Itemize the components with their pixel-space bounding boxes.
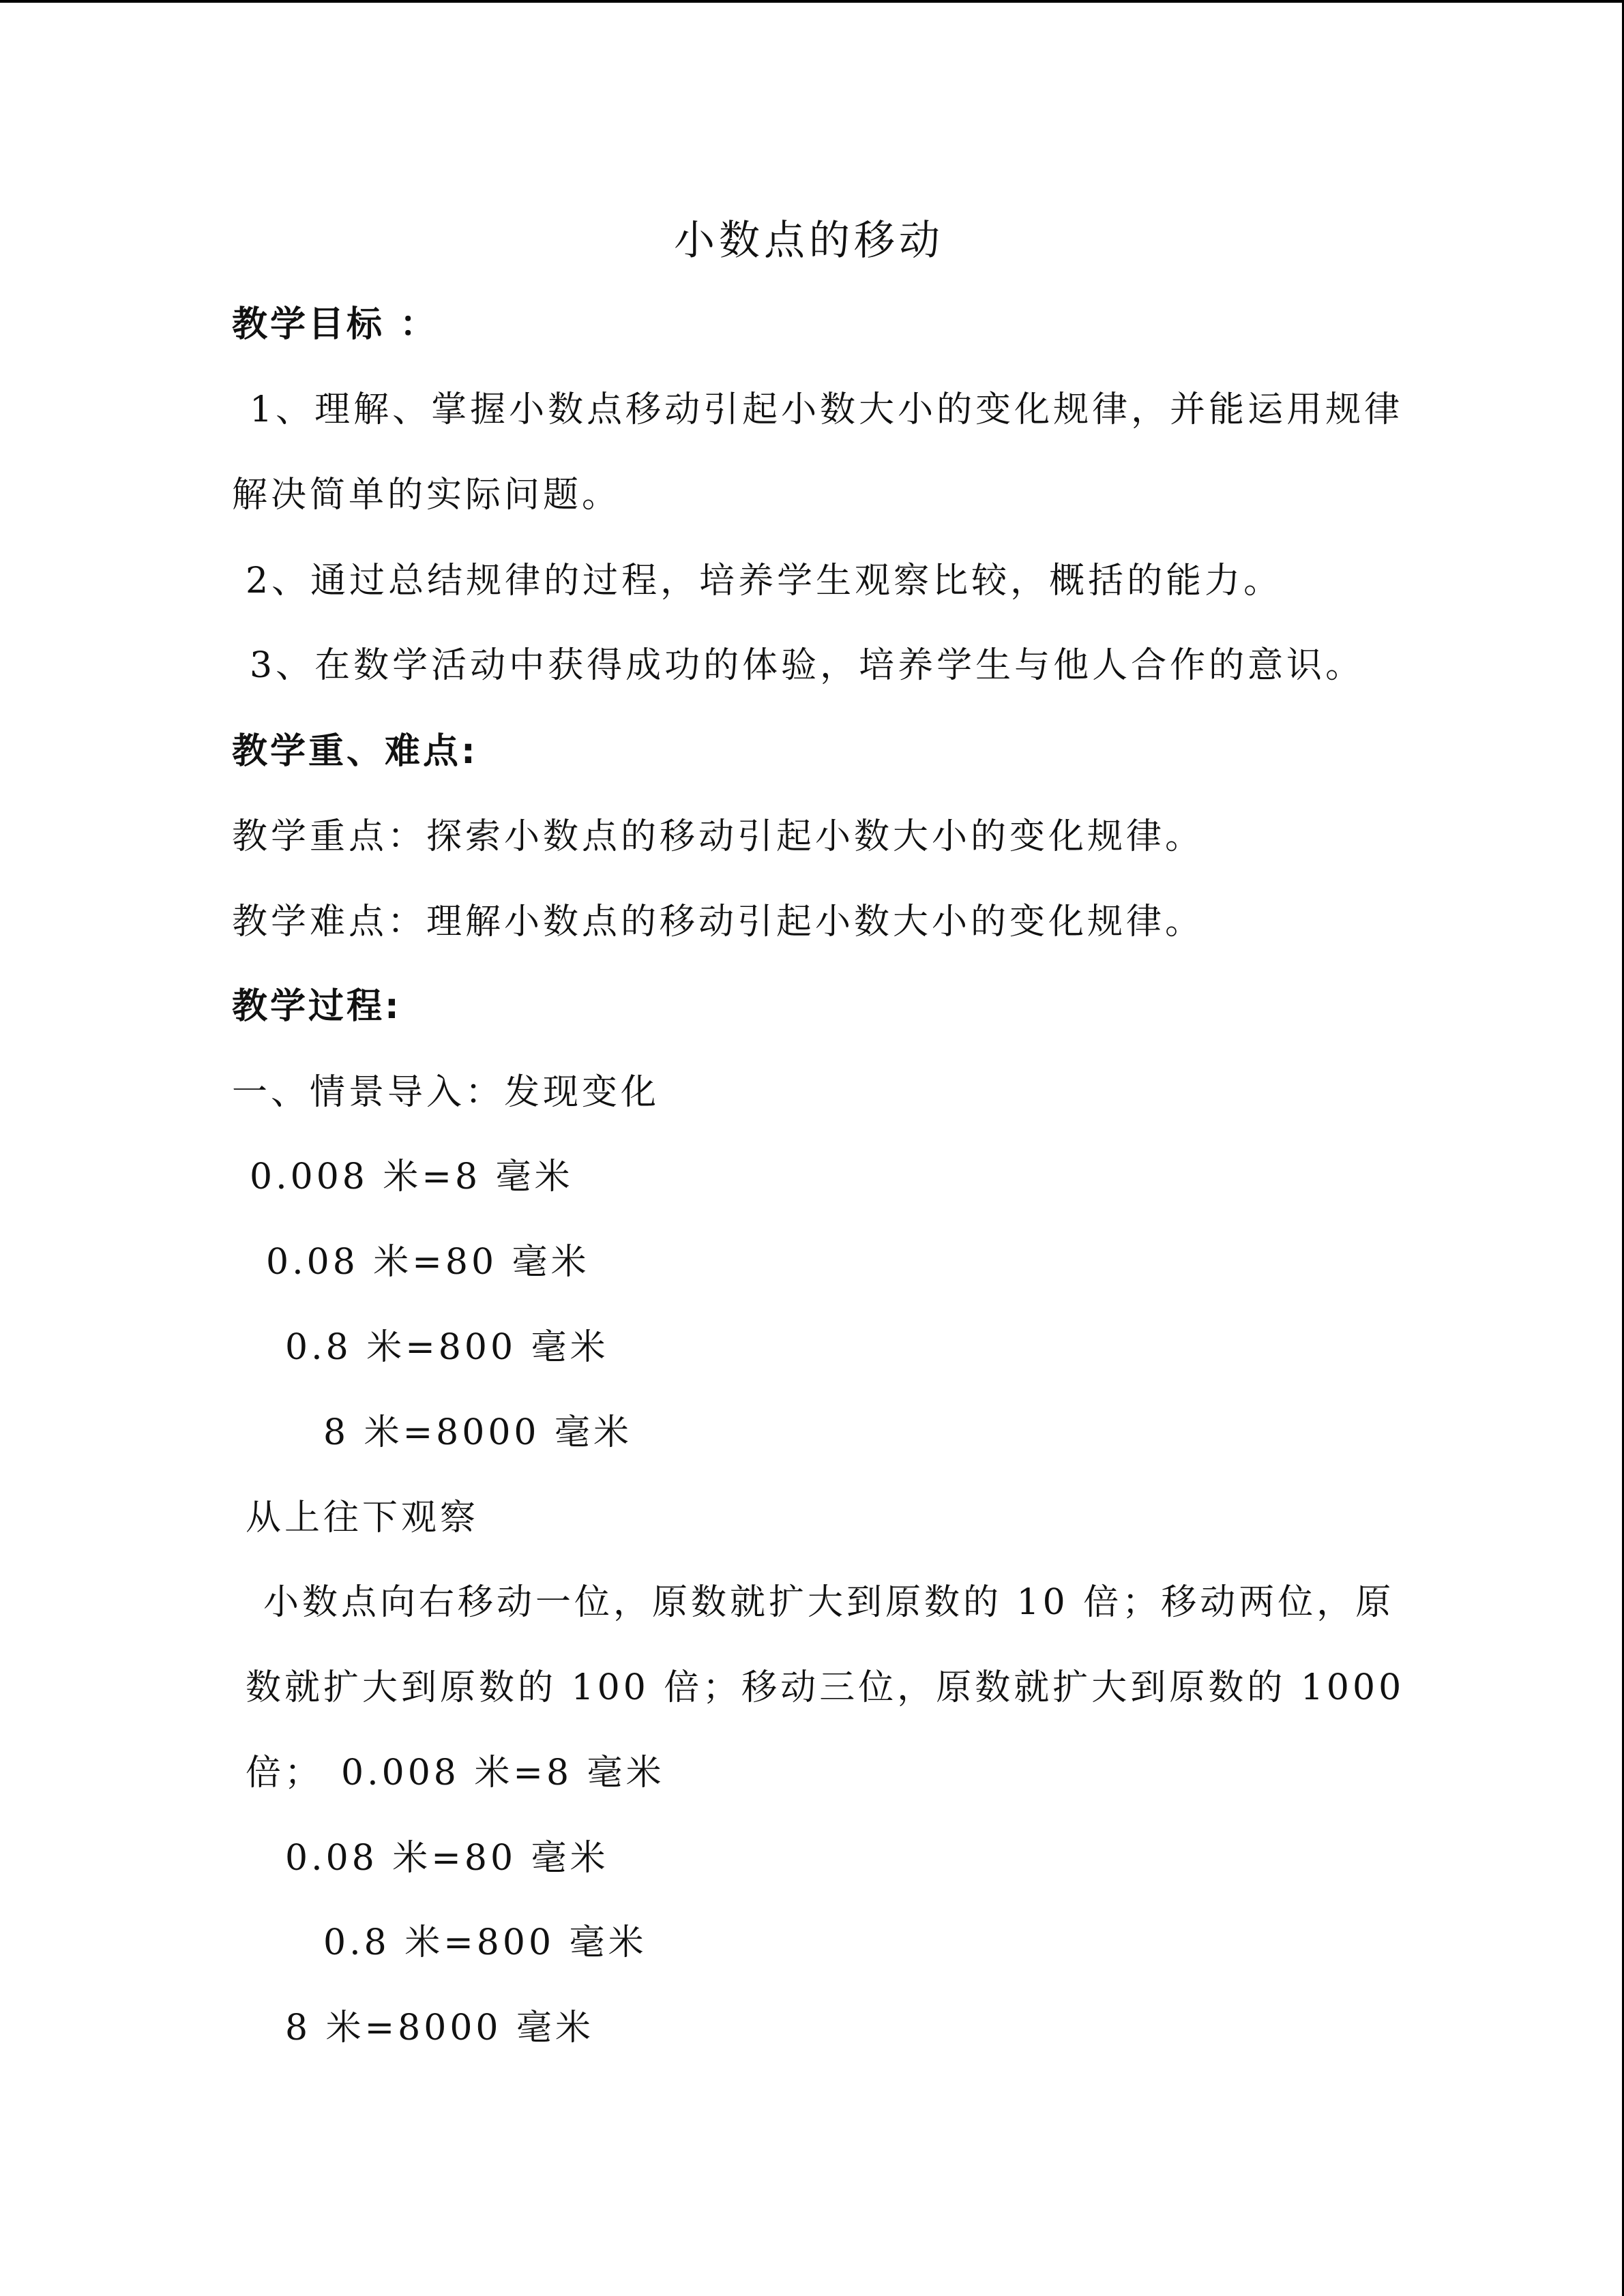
difficult-point: 教学难点：理解小数点的移动引起小数大小的变化规律。 — [232, 901, 1205, 942]
objective-3: 3、在数学活动中获得成功的体验，培养学生与他人合作的意识。 — [250, 645, 1365, 686]
objective-1-line-2: 解决简单的实际问题。 — [232, 475, 621, 516]
rule-line-1: 小数点向右移动一位，原数就扩大到原数的 10 倍；移动两位，原 — [263, 1582, 1395, 1623]
repeat-equation-3: 0.8 米=800 毫米 — [323, 1922, 647, 1963]
process-heading: 教学过程: — [232, 986, 402, 1027]
repeat-equation-2: 0.08 米=80 毫米 — [285, 1838, 609, 1879]
objective-2: 2、通过总结规律的过程，培养学生观察比较，概括的能力。 — [246, 561, 1283, 601]
key-points-heading: 教学重、难点: — [232, 731, 478, 772]
document-title: 小数点的移动 — [674, 217, 944, 265]
rule-line-2: 数就扩大到原数的 100 倍；移动三位，原数就扩大到原数的 1000 — [246, 1667, 1405, 1708]
rule-line-3-prefix: 倍； — [246, 1753, 324, 1793]
example-equation-2: 0.08 米=80 毫米 — [266, 1242, 590, 1283]
objective-1-line-1: 1、理解、掌握小数点移动引起小数大小的变化规律，并能运用规律 — [250, 389, 1404, 430]
page-top-border — [0, 0, 1624, 3]
example-equation-4: 8 米=8000 毫米 — [323, 1412, 633, 1453]
example-equation-1: 0.008 米=8 毫米 — [250, 1157, 574, 1197]
repeat-equation-1: 0.008 米=8 毫米 — [341, 1753, 665, 1793]
observe-label: 从上往下观察 — [246, 1497, 479, 1538]
example-equation-3: 0.8 米=800 毫米 — [285, 1327, 609, 1368]
section-1-title: 一、情景导入：发现变化 — [232, 1072, 660, 1113]
repeat-equation-4: 8 米=8000 毫米 — [285, 2008, 595, 2048]
objectives-heading: 教学目标 ： — [232, 304, 439, 345]
key-point: 教学重点：探索小数点的移动引起小数大小的变化规律。 — [232, 816, 1205, 857]
